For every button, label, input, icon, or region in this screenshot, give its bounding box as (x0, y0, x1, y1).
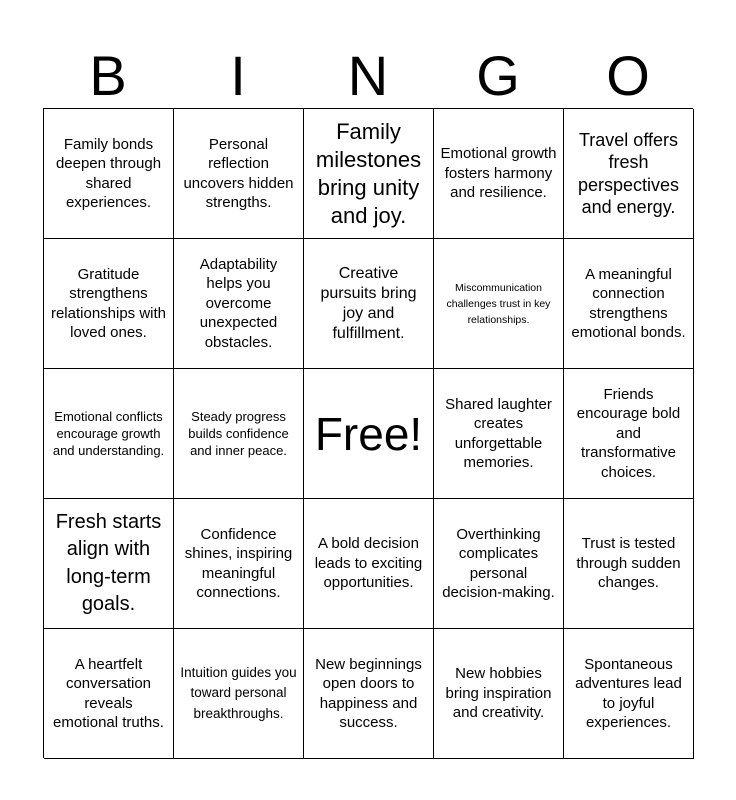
bingo-cell[interactable] (304, 499, 434, 629)
header-letter-o: O (606, 44, 650, 107)
bingo-cell[interactable] (44, 629, 174, 759)
cell-text: A meaningful connection strengthens emotional bonds. (571, 265, 686, 341)
bingo-cell[interactable] (304, 629, 434, 759)
bingo-cell[interactable] (564, 499, 694, 629)
bingo-cell[interactable] (564, 369, 694, 499)
header-letter-n: N (347, 44, 389, 107)
cell-text: A bold decision leads to exciting opportunities. (314, 535, 423, 592)
bingo-cell[interactable] (304, 239, 434, 369)
bingo-cell[interactable] (434, 109, 564, 239)
cell-text: Intuition guides you toward personal breakthroughs. (180, 664, 297, 721)
bingo-cell[interactable] (174, 109, 304, 239)
cell-text: A heartfelt conversation reveals emotional truths. (53, 655, 164, 731)
cell-text: Travel offers fresh perspectives and energy. (577, 129, 680, 217)
bingo-header (43, 44, 693, 108)
bingo-cell[interactable] (564, 109, 694, 239)
bingo-cell[interactable] (434, 239, 564, 369)
bingo-cell[interactable] (174, 239, 304, 369)
cell-text: Shared laughter creates unforgettable memories. (445, 395, 552, 471)
bingo-cell[interactable] (174, 629, 304, 759)
cell-text: New beginnings open doors to happiness and success. (315, 655, 422, 731)
cell-text: Family bonds deepen through shared experiences. (55, 135, 162, 211)
cell-text: New hobbies bring inspiration and creativity. (445, 665, 552, 722)
free-space-cell[interactable] (304, 369, 434, 499)
header-letter-g: G (476, 44, 520, 107)
header-letter-i: I (230, 44, 246, 107)
cell-text: Confidence shines, inspiring meaningful connections. (184, 525, 293, 601)
bingo-cell[interactable] (304, 109, 434, 239)
cell-text: Steady progress builds confidence and inner peace. (188, 409, 289, 458)
cell-text: Trust is tested through sudden changes. (576, 535, 681, 592)
bingo-cell[interactable] (564, 629, 694, 759)
free-space-label: Free! (314, 407, 423, 460)
bingo-board (43, 108, 693, 758)
cell-text: Creative pursuits bring joy and fulfillment. (320, 264, 417, 342)
bingo-cell[interactable] (434, 629, 564, 759)
cell-text: Family milestones bring unity and joy. (315, 118, 422, 228)
cell-text: Miscommunication challenges trust in key relationships. (446, 281, 551, 326)
bingo-cell[interactable] (44, 499, 174, 629)
bingo-cell[interactable] (44, 239, 174, 369)
cell-text: Friends encourage bold and transformative choices. (576, 385, 681, 481)
cell-text: Personal reflection uncovers hidden strengths. (183, 135, 294, 211)
bingo-cell[interactable] (44, 109, 174, 239)
bingo-cell[interactable] (434, 369, 564, 499)
cell-text: Fresh starts align with long-term goals. (55, 510, 162, 615)
cell-text: Emotional growth fosters harmony and resilience. (440, 145, 557, 202)
cell-text: Spontaneous adventures lead to joyful experiences. (575, 655, 682, 731)
bingo-cell[interactable] (174, 369, 304, 499)
cell-text: Adaptability helps you overcome unexpected obstacles. (199, 255, 278, 351)
cell-text: Overthinking complicates personal decision-making. (442, 525, 555, 601)
cell-text: Emotional conflicts encourage growth and understanding. (52, 409, 165, 458)
bingo-cell[interactable] (174, 499, 304, 629)
bingo-cell[interactable] (564, 239, 694, 369)
header-letter-b: B (89, 44, 127, 107)
bingo-cell[interactable] (434, 499, 564, 629)
bingo-cell[interactable] (44, 369, 174, 499)
cell-text: Gratitude strengthens relationships with loved ones. (50, 265, 167, 341)
